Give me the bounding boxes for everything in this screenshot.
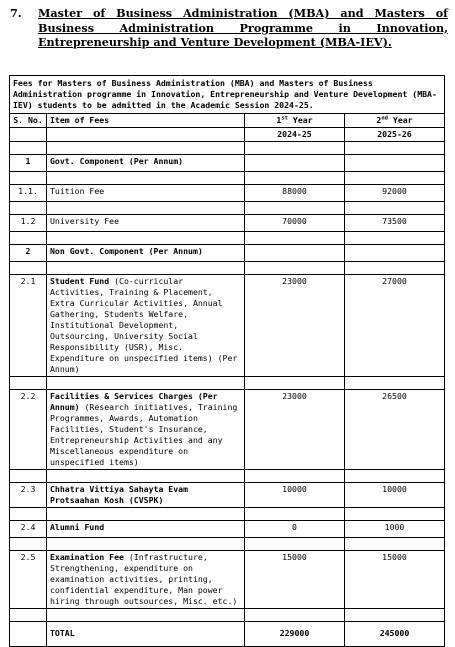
header-item: Item of Fees [47, 114, 245, 128]
table-session-row [10, 128, 445, 142]
table-row: 2 Non Govt. Component (Per Annum) [10, 245, 445, 262]
table-caption: Fees for Masters of Business Administration (MBA) and Masters of Business Administration programme in Innovation, Entrepreneurship and Venture Development (MBA-IEV) students to be admitted in the Academic Session 2024-25. [10, 76, 445, 114]
table-row: 1 Govt. Component (Per Annum) [10, 155, 445, 172]
table-row: 2.4 Alumni Fund 0 1000 [10, 521, 445, 538]
table-header-row [10, 114, 445, 128]
total-year2: 245000 [345, 622, 445, 647]
table-row: 1.1. Tuition Fee 88000 92000 [10, 185, 445, 202]
header-year2: 2nd Year [345, 114, 445, 128]
header-session-year2: 2025-26 [345, 128, 445, 142]
table-row: 2.1 Student Fund (Co-curricular Activities, Training & Placement, Extra Curricular Activities, Annual Gathering, Students Welfare, Institutional Development, Outsourcing, University Social Responsibility (USR), Misc. Expenditure on unspecified items) (Per Annum) 23000 27000 [10, 275, 445, 377]
header-year1: 1st Year [245, 114, 345, 128]
total-label: TOTAL [47, 622, 245, 647]
table-row: 1.2 University Fee 70000 73500 [10, 215, 445, 232]
table-row: 2.2 Facilities & Services Charges (Per Annum) (Research initiatives, Training Programmes, Awards, Automation Facilities, Student's Insurance, Entrepreneurship Activities and any Miscellaneous expenditure on unspecified items) 23000 26500 [10, 390, 445, 470]
table-row: 2.3 Chhatra Vittiya Sahayta Evam Protsaahan Kosh (CVSPK) 10000 10000 [10, 483, 445, 508]
total-year1: 229000 [245, 622, 345, 647]
table-total-row [10, 622, 445, 647]
header-sno: S. No. [10, 114, 47, 128]
header-session-year1: 2024-25 [245, 128, 345, 142]
section-title: Master of Business Administration (MBA) and Masters of Business Administration Programme in Innovation, Entrepreneurship and Venture Development (MBA-IEV). [38, 6, 448, 49]
section-number: 7. [10, 6, 22, 20]
fees-table [9, 75, 445, 647]
table-row: 2.5 Examination Fee (Infrastructure, Strengthening, expenditure on examination activities, printing, confidential expenditure, Man power hiring through outsources, Misc. etc.) 15000 15000 [10, 551, 445, 609]
